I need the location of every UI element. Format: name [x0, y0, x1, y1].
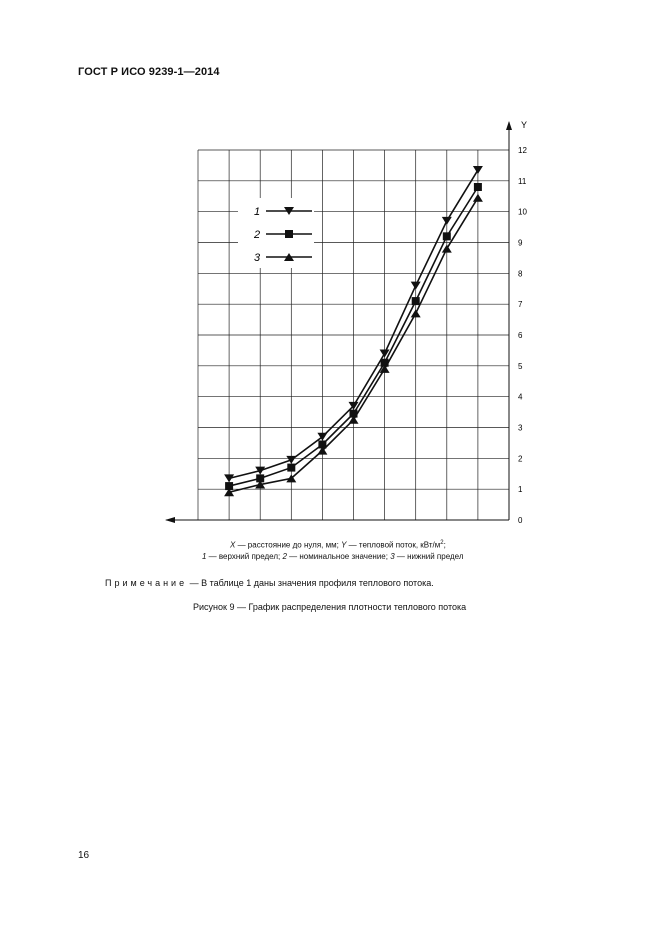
y-tick-label-6: 6	[518, 331, 523, 340]
caption-y-symbol: Y	[341, 540, 347, 550]
caption-series-3-num: 3	[390, 552, 395, 561]
series-1-point-1	[224, 474, 234, 482]
y-tick-label-1: 1	[518, 485, 523, 495]
series-2-point-7	[412, 297, 420, 305]
caption-series-2-num: 2	[282, 552, 287, 561]
caption-unit-exponent: 2	[440, 540, 444, 546]
legend-marker-2	[285, 230, 293, 238]
y-tick-label-0: 0	[518, 516, 523, 525]
legend-label-2: 2	[254, 229, 261, 241]
y-axis-arrow	[506, 121, 512, 130]
y-tick-label-7: 7	[518, 300, 523, 310]
note-text: — В таблице 1 даны значения профиля теплового потока.	[187, 578, 434, 588]
series-2-point-9	[474, 183, 482, 191]
legend-label-3: 3	[254, 252, 261, 264]
document-header: ГОСТ Р ИСО 9239-1—2014	[78, 66, 220, 78]
y-tick-label-4: 4	[518, 392, 523, 402]
series-1-point-9	[473, 166, 483, 174]
caption-x-desc: — расстояние до нуля, мм;	[235, 540, 342, 550]
y-tick-label-10: 10	[518, 207, 527, 217]
caption-series-2-desc: — номинальное значение;	[286, 552, 391, 561]
series-3-point-9	[473, 194, 483, 202]
y-tick-label-12: 12	[518, 146, 527, 155]
y-tick-label-5: 5	[518, 361, 523, 371]
legend-label-1: 1	[254, 206, 261, 218]
series-1-point-8	[442, 217, 452, 225]
caption-series-1-num: 1	[202, 552, 207, 561]
series-1-point-7	[411, 282, 421, 290]
caption-y-desc: — тепловой поток, кВт/м	[346, 540, 441, 550]
axis-caption	[230, 540, 530, 550]
y-tick-label-2: 2	[518, 454, 523, 464]
note-label: Примечание	[105, 578, 188, 588]
caption-x-symbol: X	[230, 540, 236, 550]
caption-semicolon: ;	[443, 540, 446, 550]
page-number: 16	[78, 850, 90, 861]
y-tick-label-9: 9	[518, 238, 523, 248]
y-tick-label-3: 3	[518, 423, 523, 433]
series-2-point-3	[287, 464, 295, 472]
series-1-point-3	[286, 456, 296, 464]
series-3-point-8	[442, 245, 452, 253]
y-tick-label-8: 8	[518, 269, 523, 279]
note	[105, 578, 434, 588]
caption-series-3-desc: — нижний предел	[394, 552, 464, 561]
x-axis-arrow	[165, 517, 175, 523]
caption-series-1-desc: — верхний предел;	[206, 552, 283, 561]
series-1-point-2	[255, 467, 265, 475]
series-3-point-7	[411, 309, 421, 317]
series-caption	[202, 552, 522, 561]
series-2-point-8	[443, 232, 451, 240]
y-tick-label-11: 11	[518, 176, 527, 186]
figure-title: Рисунок 9 — График распределения плотности теплового потока	[193, 602, 467, 612]
y-axis-label: Y	[521, 120, 528, 130]
